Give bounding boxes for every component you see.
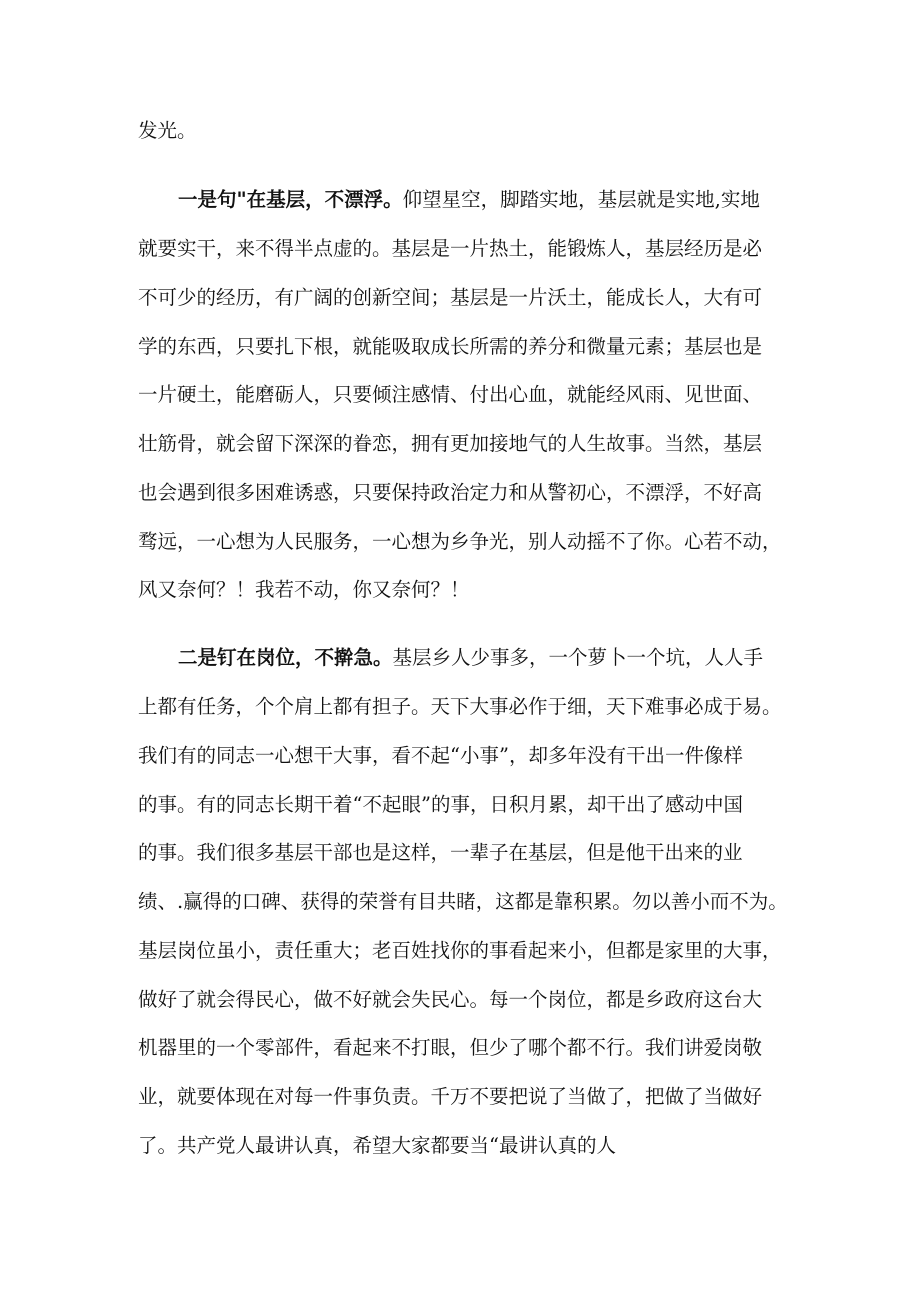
para1-line-9: 风又奈何？！我若不动，你又奈何？！ <box>138 578 470 601</box>
para1-line-6: 壮筋骨，就会留下深深的眷恋，拥有更加接地气的人生故事。当然，基层 <box>138 432 763 455</box>
para2-line-9: 机器里的一个零部件，看起来不打眼，但少了哪个都不行。我们讲爱岗敬 <box>138 1036 763 1059</box>
para1-line-2: 就要实干，来不得半点虚的。基层是一片热土，能锻炼人，基层经历是必 <box>138 237 763 260</box>
para2-line-4: 的事。有的同志长期干着“不起眼”的事，日积月累，却干出了感动中国 <box>138 793 743 816</box>
para2-line-2: 上都有任务，个个肩上都有担子。天下大事必作于细，天下难事必成于易。 <box>138 695 782 718</box>
opening-line: 发光。 <box>138 119 197 142</box>
para2-line-1-text: 基层乡人少事多，一个萝卜一个坑，人人手 <box>392 646 764 669</box>
para2-heading: 二是钉在岗位，不擀急。 <box>178 646 393 669</box>
para1-line-4: 学的东西，只要扎下根，就能吸取成长所需的养分和微量元素；基层也是 <box>138 335 763 358</box>
para2-line-5: 的事。我们很多基层干部也是这样，一辈子在基层，但是他干出来的业 <box>138 841 743 864</box>
para1-line-5: 一片硬土，能磨砺人，只要倾注感情、付出心血，就能经风雨、见世面、 <box>138 383 763 406</box>
para2-line-1 <box>178 643 798 673</box>
para1-heading: 一是句"在基层，不漂浮。 <box>178 188 403 211</box>
para1-line-3: 不可少的经历，有广阔的创新空间；基层是一片沃土，能成长人，大有可 <box>138 286 763 309</box>
para2-line-10: 业，就要体现在对每一件事负责。千万不要把说了当做了，把做了当做好 <box>138 1085 763 1108</box>
para2-line-3: 我们有的同志一心想干大事，看不起“小事”，却多年没有干出一件像样 <box>138 744 743 767</box>
para2-line-7: 基层岗位虽小，责任重大；老百姓找你的事看起来小，但都是家里的大事， <box>138 939 782 962</box>
para1-line-7: 也会遇到很多困难诱惑，只要保持政治定力和从警初心，不漂浮，不好高 <box>138 481 763 504</box>
para2-line-8: 做好了就会得民心，做不好就会失民心。每一个岗位，都是乡政府这台大 <box>138 988 763 1011</box>
para1-line-8: 骛远，一心想为人民服务，一心想为乡争光，别人动摇不了你。心若不动， <box>138 530 782 553</box>
para2-line-11: 了。共产党人最讲认真，希望大家都要当“最讲认真的人 <box>138 1134 616 1157</box>
para1-line-1 <box>178 185 798 215</box>
para2-line-6: 绩、.赢得的口碑、获得的荣誉有目共睹，这都是靠积累。勿以善小而不为。 <box>138 890 788 913</box>
para1-line-1-text: 仰望星空，脚踏实地，基层就是实地,实地 <box>402 188 760 211</box>
